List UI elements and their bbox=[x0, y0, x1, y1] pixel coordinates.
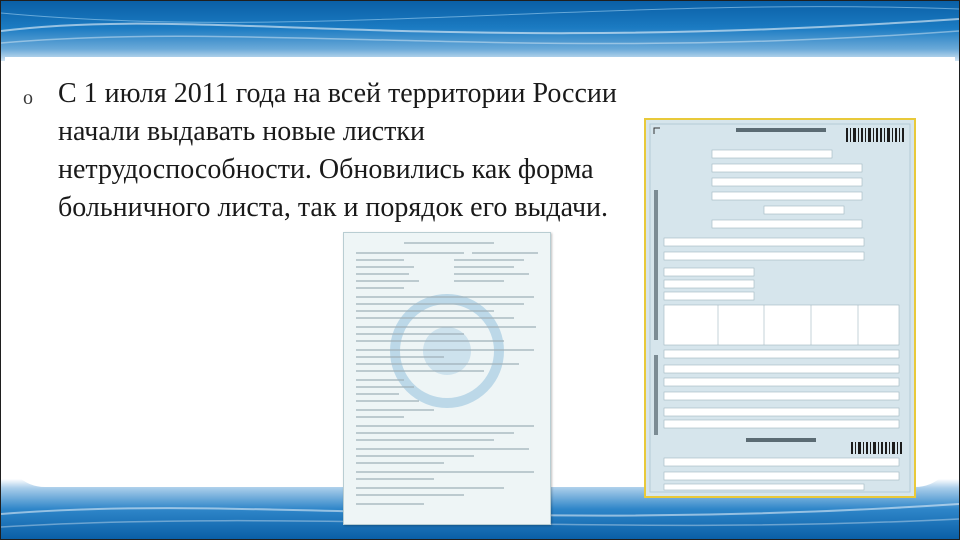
back-form-image bbox=[343, 232, 551, 525]
bullet-marker: o bbox=[23, 87, 33, 109]
front-form-drawing bbox=[646, 120, 914, 496]
back-form-drawing bbox=[344, 233, 550, 524]
bullet-text: С 1 июля 2011 года на всей территории России начали выдавать новые листки нетрудоспособности. Обновились как форма больничного листа, так и порядок его выдачи. bbox=[58, 78, 617, 223]
front-form-image bbox=[644, 118, 916, 498]
